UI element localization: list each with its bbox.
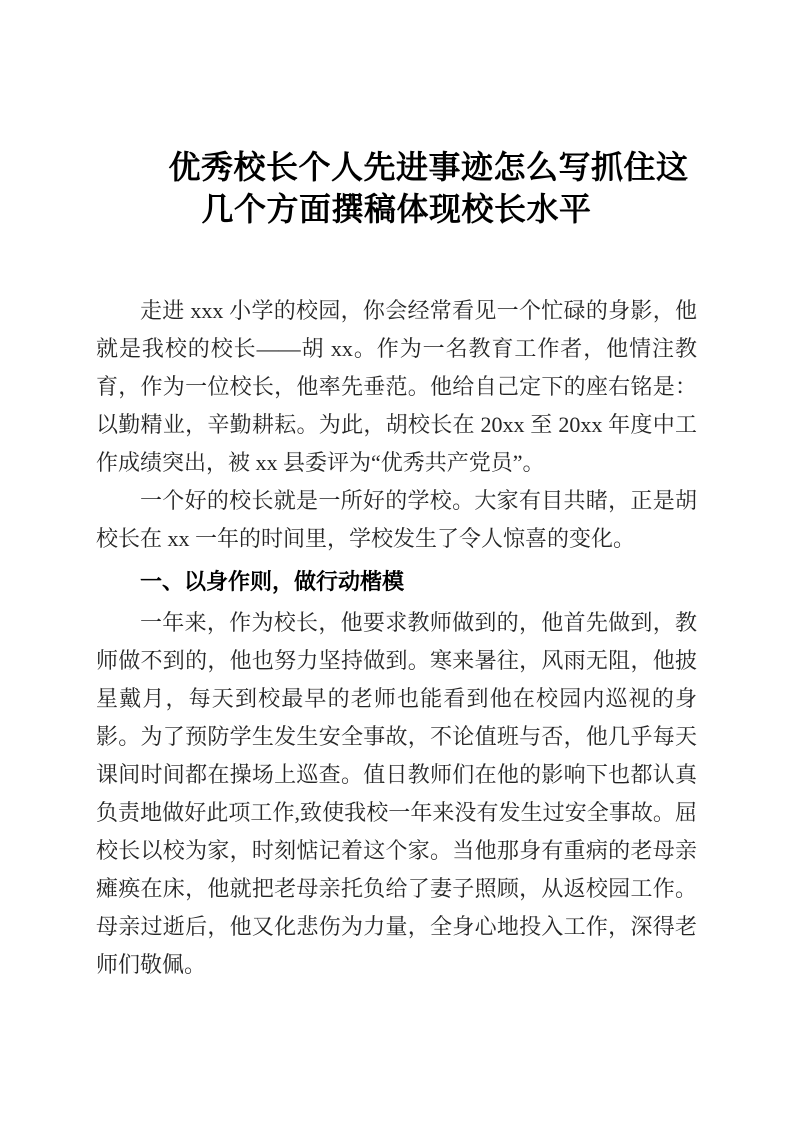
section-heading-1: 一、以身作则，做行动楷模 (140, 569, 405, 594)
intro-paragraph-2: 一个好的校长就是一所好的学校。大家有目共睹，正是胡校长在 xx 一年的时间里，学校发生了令人惊喜的变化。 (96, 488, 697, 551)
intro-paragraph-1: 走进 xxx 小学的校园，你会经常看见一个忙碌的身影，他就是我校的校长——胡 xx。作为一名教育工作者，他情注教育，作为一位校长，他率先垂范。他给自己定下的座右铭是：以勤精业，辛勤耕耘。为此，胡校长在 20xx 至 20xx 年度中工作成绩突出，被 xx 县委评为“优秀共产党员”。 (96, 298, 697, 475)
section-1-paragraph-1: 一年来，作为校长，他要求教师做到的，他首先做到，教师做不到的，他也努力坚持做到。寒来暑往，风雨无阻，他披星戴月，每天到校最早的老师也能看到他在校园内巡视的身影。为了预防学生发生安全事故，不论值班与否，他几乎每天课间时间都在操场上巡查。值日教师们在他的影响下也都认真负责地做好此项工作,致使我校一年来没有发生过安全事故。屈校长以校为家，时刻惦记着这个家。当他那身有重病的老母亲瘫痪在床，他就把老母亲托负给了妻子照顾，从返校园工作。母亲过逝后，他又化悲伤为力量，全身心地投入工作，深得老师们敬佩。 (96, 610, 697, 977)
document-title: 优秀校长个人先进事迹怎么写抓住这几个方面撰稿体现校长水平 (168, 149, 689, 227)
